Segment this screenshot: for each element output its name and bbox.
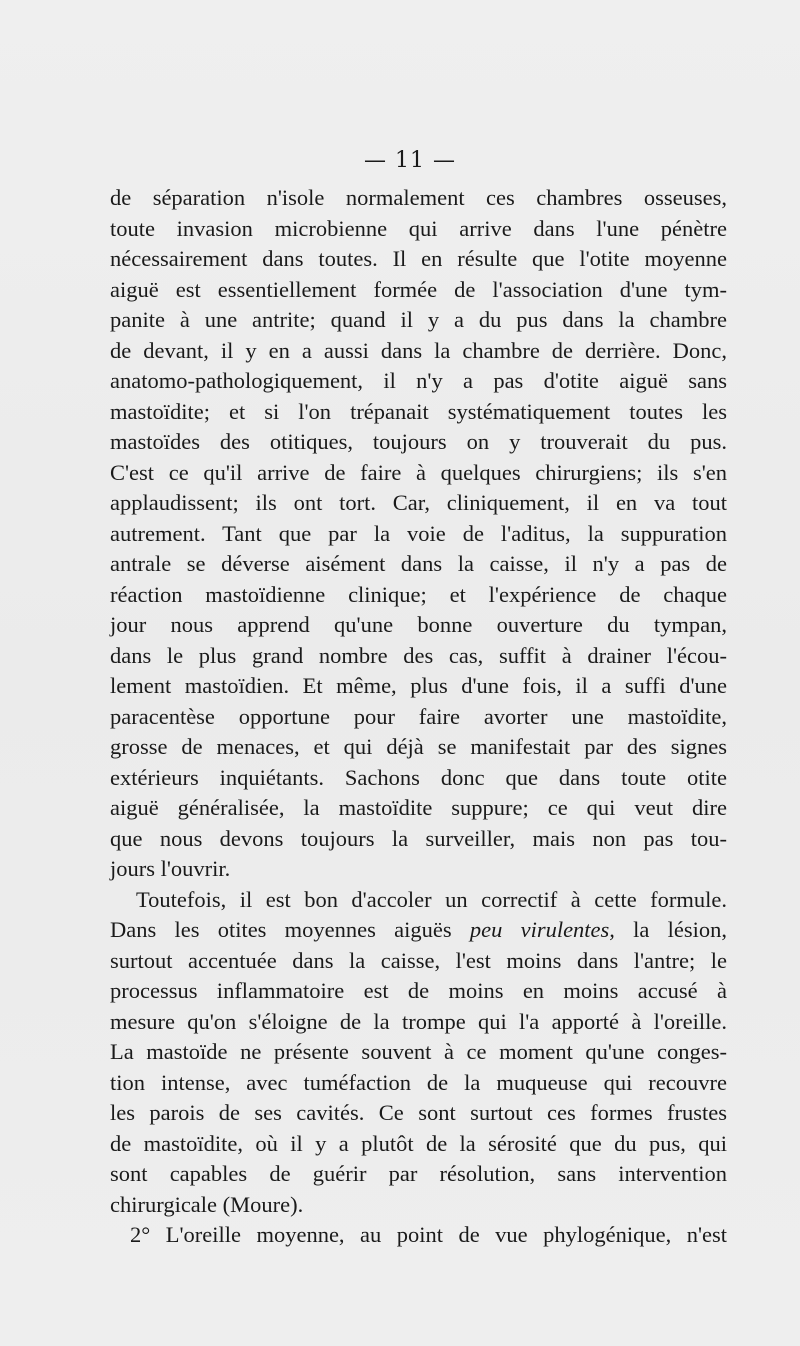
text-line: surtout accentuée dans la caisse, l'est moins dans l'antre; le bbox=[110, 947, 727, 973]
text-line: dans le plus grand nombre des cas, suffit à drainer l'écou- bbox=[110, 642, 727, 668]
text-line: de mastoïdite, où il y a plutôt de la sérosité que du pus, qui bbox=[110, 1130, 727, 1156]
italic-phrase: peu virulentes, bbox=[469, 917, 615, 942]
page-number: — 11 — bbox=[364, 148, 456, 173]
text-line: de séparation n'isole normalement ces chambres osseuses, bbox=[110, 185, 727, 210]
text-line: aiguë est essentiellement formée de l'association d'une tym- bbox=[110, 276, 727, 302]
text-line: processus inflammatoire est de moins en moins accusé à bbox=[110, 978, 727, 1003]
text-line: mastoïdite; et si l'on trépanait systématiquement toutes les bbox=[110, 398, 727, 424]
text-segment: Dans les otites moyennes aiguës bbox=[110, 917, 470, 942]
text-line: tion intense, avec tuméfaction de la muqueuse qui recouvre bbox=[110, 1069, 727, 1095]
text-line: autrement. Tant que par la voie de l'aditus, la suppuration bbox=[110, 520, 727, 546]
paragraph-start-line: 2° L'oreille moyenne, au point de vue phylogénique, n'est bbox=[130, 1222, 727, 1247]
text-line: aiguë généralisée, la mastoïdite suppure; ce qui veut dire bbox=[110, 795, 727, 820]
text-line: anatomo-pathologiquement, il n'y a pas d'otite aiguë sans bbox=[110, 368, 727, 393]
text-line: sont capables de guérir par résolution, sans intervention bbox=[110, 1161, 727, 1186]
text-line: réaction mastoïdienne clinique; et l'expérience de chaque bbox=[110, 581, 727, 607]
text-line: grosse de menaces, et qui déjà se manifestait par des signes bbox=[110, 734, 727, 759]
text-line: antrale se déverse aisément dans la caisse, il n'y a pas de bbox=[110, 551, 727, 576]
text-line: chirurgicale (Moure). bbox=[110, 1191, 304, 1217]
text-line: C'est ce qu'il arrive de faire à quelques chirurgiens; ils s'en bbox=[110, 459, 727, 485]
text-line: mesure qu'on s'éloigne de la trompe qui l'a apporté à l'oreille. bbox=[110, 1008, 727, 1034]
text-line: mastoïdes des otitiques, toujours on y trouverait du pus. bbox=[110, 429, 727, 454]
text-line: panite à une antrite; quand il y a du pus dans la chambre bbox=[110, 307, 727, 332]
paragraph-start-line: Toutefois, il est bon d'accoler un correctif à cette formule. bbox=[136, 886, 727, 912]
text-line: de devant, il y en a aussi dans la chambre de derrière. Donc, bbox=[110, 337, 727, 363]
text-line: jour nous apprend qu'une bonne ouverture du tympan, bbox=[110, 612, 727, 637]
text-line: que nous devons toujours la surveiller, mais non pas tou- bbox=[110, 825, 727, 851]
text-line: toute invasion microbienne qui arrive dans l'une pénètre bbox=[110, 215, 727, 241]
text-line: jours l'ouvrir. bbox=[110, 856, 231, 881]
text-line: nécessairement dans toutes. Il en résulte que l'otite moyenne bbox=[110, 246, 727, 271]
text-line-with-italic bbox=[110, 915, 727, 946]
text-line: applaudissent; ils ont tort. Car, cliniquement, il en va tout bbox=[110, 490, 727, 515]
text-line: les parois de ses cavités. Ce sont surtout ces formes frustes bbox=[110, 1100, 727, 1125]
text-line: La mastoïde ne présente souvent à ce moment qu'une conges- bbox=[110, 1039, 727, 1064]
text-segment: la lésion, bbox=[614, 917, 728, 942]
text-line: lement mastoïdien. Et même, plus d'une fois, il a suffi d'une bbox=[110, 673, 727, 698]
text-line: extérieurs inquiétants. Sachons donc que dans toute otite bbox=[110, 764, 727, 790]
body-text bbox=[110, 183, 727, 1251]
text-line: paracentèse opportune pour faire avorter une mastoïdite, bbox=[110, 703, 727, 729]
